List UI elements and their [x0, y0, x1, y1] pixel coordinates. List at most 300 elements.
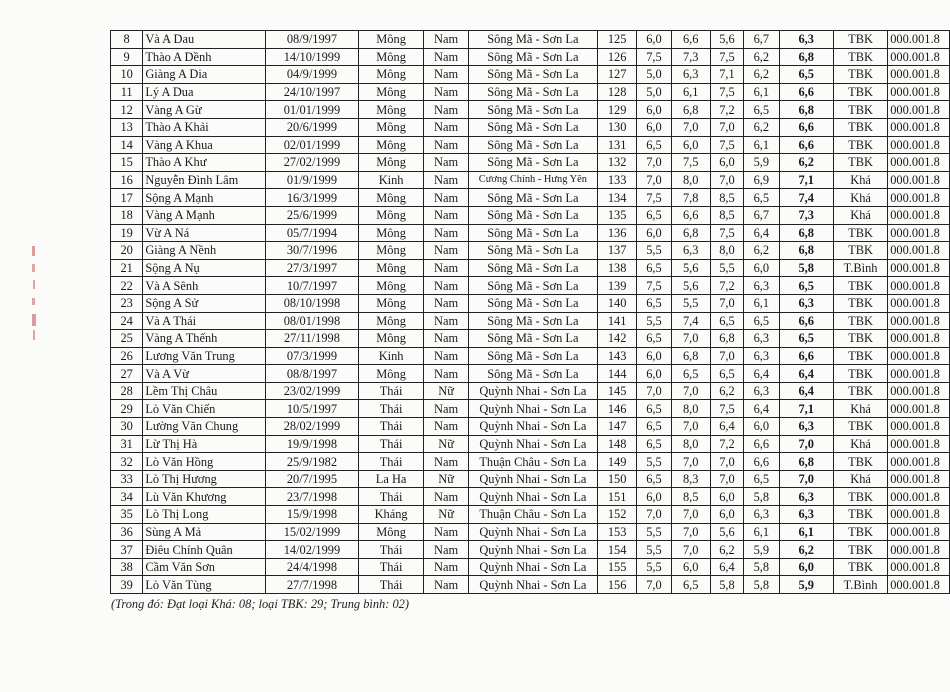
certificate-number-cell: 000.001.8	[888, 294, 950, 312]
hometown-cell: Quỳnh Nhai - Sơn La	[468, 400, 597, 418]
score-4-cell: 6,5	[744, 312, 779, 330]
table-row	[111, 259, 950, 277]
hometown-cell: Sông Mã - Sơn La	[468, 294, 597, 312]
ranking-cell: TBK	[833, 242, 887, 260]
table-row	[111, 576, 950, 594]
hometown-cell: Cương Chính - Hưng Yên	[468, 171, 597, 189]
average-score-cell: 6,8	[779, 453, 833, 471]
birth-date-cell: 15/9/1998	[266, 506, 359, 524]
table-row	[111, 101, 950, 119]
student-id-cell: 130	[598, 118, 637, 136]
student-name-cell: Lềm Thị Châu	[143, 382, 266, 400]
score-2-cell: 7,4	[671, 312, 710, 330]
row-number-cell: 29	[111, 400, 143, 418]
certificate-number-cell: 000.001.8	[888, 31, 950, 49]
student-id-cell: 131	[598, 136, 637, 154]
row-number-cell: 31	[111, 435, 143, 453]
score-3-cell: 7,0	[710, 118, 743, 136]
hometown-cell: Quỳnh Nhai - Sơn La	[468, 435, 597, 453]
student-id-cell: 126	[598, 48, 637, 66]
score-3-cell: 7,2	[710, 435, 743, 453]
student-id-cell: 152	[598, 506, 637, 524]
average-score-cell: 6,0	[779, 558, 833, 576]
ranking-cell: Khá	[833, 470, 887, 488]
student-id-cell: 136	[598, 224, 637, 242]
ranking-cell: TBK	[833, 382, 887, 400]
ethnicity-cell: Mông	[358, 31, 424, 49]
score-3-cell: 7,5	[710, 400, 743, 418]
row-number-cell: 39	[111, 576, 143, 594]
certificate-number-cell: 000.001.8	[888, 242, 950, 260]
score-1-cell: 6,5	[637, 136, 671, 154]
gender-cell: Nam	[424, 171, 468, 189]
hometown-cell: Quỳnh Nhai - Sơn La	[468, 418, 597, 436]
row-number-cell: 28	[111, 382, 143, 400]
table-row	[111, 224, 950, 242]
average-score-cell: 7,1	[779, 171, 833, 189]
gender-cell: Nam	[424, 48, 468, 66]
student-id-cell: 154	[598, 541, 637, 559]
row-number-cell: 14	[111, 136, 143, 154]
student-name-cell: Vàng A Thếnh	[143, 330, 266, 348]
score-4-cell: 6,7	[744, 31, 779, 49]
gender-cell: Nữ	[424, 435, 468, 453]
score-2-cell: 7,3	[671, 48, 710, 66]
row-number-cell: 21	[111, 259, 143, 277]
row-number-cell: 33	[111, 470, 143, 488]
row-number-cell: 35	[111, 506, 143, 524]
gender-cell: Nam	[424, 400, 468, 418]
row-number-cell: 34	[111, 488, 143, 506]
row-number-cell: 15	[111, 154, 143, 172]
gender-cell: Nam	[424, 576, 468, 594]
ranking-cell: TBK	[833, 347, 887, 365]
birth-date-cell: 02/01/1999	[266, 136, 359, 154]
student-name-cell: Lò Thị Long	[143, 506, 266, 524]
average-score-cell: 5,9	[779, 576, 833, 594]
average-score-cell: 6,3	[779, 418, 833, 436]
score-1-cell: 6,5	[637, 259, 671, 277]
student-id-cell: 129	[598, 101, 637, 119]
birth-date-cell: 05/7/1994	[266, 224, 359, 242]
gender-cell: Nữ	[424, 506, 468, 524]
row-number-cell: 13	[111, 118, 143, 136]
ethnicity-cell: Kháng	[358, 506, 424, 524]
table-row	[111, 347, 950, 365]
score-4-cell: 6,3	[744, 347, 779, 365]
score-2-cell: 7,0	[671, 382, 710, 400]
certificate-number-cell: 000.001.8	[888, 224, 950, 242]
average-score-cell: 6,5	[779, 330, 833, 348]
ethnicity-cell: Mông	[358, 259, 424, 277]
score-1-cell: 7,5	[637, 277, 671, 295]
hometown-cell: Sông Mã - Sơn La	[468, 242, 597, 260]
student-id-cell: 125	[598, 31, 637, 49]
table-row	[111, 154, 950, 172]
score-2-cell: 8,0	[671, 400, 710, 418]
score-4-cell: 6,0	[744, 259, 779, 277]
score-2-cell: 6,8	[671, 101, 710, 119]
average-score-cell: 7,0	[779, 435, 833, 453]
table-row	[111, 312, 950, 330]
ethnicity-cell: Mông	[358, 154, 424, 172]
gender-cell: Nam	[424, 31, 468, 49]
row-number-cell: 30	[111, 418, 143, 436]
average-score-cell: 6,4	[779, 365, 833, 383]
table-row	[111, 136, 950, 154]
score-4-cell: 5,8	[744, 558, 779, 576]
average-score-cell: 6,6	[779, 312, 833, 330]
row-number-cell: 36	[111, 523, 143, 541]
score-2-cell: 6,5	[671, 365, 710, 383]
certificate-number-cell: 000.001.8	[888, 189, 950, 207]
ethnicity-cell: Mông	[358, 101, 424, 119]
gender-cell: Nữ	[424, 470, 468, 488]
score-2-cell: 7,0	[671, 523, 710, 541]
student-id-cell: 151	[598, 488, 637, 506]
table-row	[111, 171, 950, 189]
student-name-cell: Sộng A Nụ	[143, 259, 266, 277]
hometown-cell: Sông Mã - Sơn La	[468, 118, 597, 136]
birth-date-cell: 10/5/1997	[266, 400, 359, 418]
ranking-cell: TBK	[833, 136, 887, 154]
table-row	[111, 523, 950, 541]
average-score-cell: 6,5	[779, 277, 833, 295]
score-3-cell: 6,0	[710, 506, 743, 524]
birth-date-cell: 08/9/1997	[266, 31, 359, 49]
score-3-cell: 7,5	[710, 224, 743, 242]
student-name-cell: Lò Thị Hương	[143, 470, 266, 488]
average-score-cell: 7,0	[779, 470, 833, 488]
ethnicity-cell: Mông	[358, 330, 424, 348]
score-1-cell: 6,5	[637, 330, 671, 348]
certificate-number-cell: 000.001.8	[888, 118, 950, 136]
gender-cell: Nam	[424, 66, 468, 84]
score-1-cell: 7,0	[637, 171, 671, 189]
ranking-cell: TBK	[833, 118, 887, 136]
certificate-number-cell: 000.001.8	[888, 435, 950, 453]
score-3-cell: 7,0	[710, 453, 743, 471]
student-name-cell: Lò Văn Tùng	[143, 576, 266, 594]
certificate-number-cell: 000.001.8	[888, 418, 950, 436]
hometown-cell: Sông Mã - Sơn La	[468, 347, 597, 365]
ethnicity-cell: Mông	[358, 523, 424, 541]
ethnicity-cell: Mông	[358, 83, 424, 101]
average-score-cell: 7,1	[779, 400, 833, 418]
score-3-cell: 8,0	[710, 242, 743, 260]
score-1-cell: 5,0	[637, 83, 671, 101]
row-number-cell: 8	[111, 31, 143, 49]
gender-cell: Nam	[424, 523, 468, 541]
hometown-cell: Sông Mã - Sơn La	[468, 83, 597, 101]
student-name-cell: Lù Văn Khương	[143, 488, 266, 506]
hometown-cell: Quỳnh Nhai - Sơn La	[468, 470, 597, 488]
student-name-cell: Sộng A Sử	[143, 294, 266, 312]
score-2-cell: 7,0	[671, 506, 710, 524]
score-3-cell: 5,6	[710, 523, 743, 541]
row-number-cell: 12	[111, 101, 143, 119]
table-row	[111, 83, 950, 101]
score-1-cell: 6,5	[637, 435, 671, 453]
student-id-cell: 155	[598, 558, 637, 576]
student-name-cell: Lò Văn Chiến	[143, 400, 266, 418]
birth-date-cell: 25/9/1982	[266, 453, 359, 471]
row-number-cell: 16	[111, 171, 143, 189]
ranking-cell: TBK	[833, 48, 887, 66]
score-4-cell: 6,2	[744, 66, 779, 84]
certificate-number-cell: 000.001.8	[888, 312, 950, 330]
score-2-cell: 6,6	[671, 31, 710, 49]
certificate-number-cell: 000.001.8	[888, 400, 950, 418]
grade-table-sheet	[110, 30, 950, 594]
score-2-cell: 7,0	[671, 453, 710, 471]
hometown-cell: Sông Mã - Sơn La	[468, 206, 597, 224]
table-row	[111, 330, 950, 348]
student-id-cell: 146	[598, 400, 637, 418]
table-row	[111, 118, 950, 136]
score-3-cell: 6,0	[710, 154, 743, 172]
score-4-cell: 6,9	[744, 171, 779, 189]
table-row	[111, 541, 950, 559]
student-id-cell: 150	[598, 470, 637, 488]
student-id-cell: 142	[598, 330, 637, 348]
ethnicity-cell: Kinh	[358, 171, 424, 189]
score-3-cell: 7,0	[710, 347, 743, 365]
student-id-cell: 147	[598, 418, 637, 436]
score-1-cell: 7,0	[637, 506, 671, 524]
student-id-cell: 144	[598, 365, 637, 383]
table-row	[111, 488, 950, 506]
ethnicity-cell: Thái	[358, 435, 424, 453]
certificate-number-cell: 000.001.8	[888, 101, 950, 119]
birth-date-cell: 15/02/1999	[266, 523, 359, 541]
ethnicity-cell: Thái	[358, 558, 424, 576]
score-2-cell: 7,0	[671, 418, 710, 436]
score-1-cell: 5,5	[637, 558, 671, 576]
gender-cell: Nam	[424, 206, 468, 224]
ethnicity-cell: Mông	[358, 189, 424, 207]
average-score-cell: 7,3	[779, 206, 833, 224]
certificate-number-cell: 000.001.8	[888, 154, 950, 172]
score-4-cell: 5,9	[744, 541, 779, 559]
score-2-cell: 7,0	[671, 118, 710, 136]
ranking-cell: TBK	[833, 66, 887, 84]
hometown-cell: Quỳnh Nhai - Sơn La	[468, 523, 597, 541]
certificate-number-cell: 000.001.8	[888, 330, 950, 348]
average-score-cell: 6,2	[779, 541, 833, 559]
score-4-cell: 6,5	[744, 101, 779, 119]
score-2-cell: 7,0	[671, 330, 710, 348]
birth-date-cell: 08/8/1997	[266, 365, 359, 383]
score-1-cell: 5,5	[637, 453, 671, 471]
score-4-cell: 6,4	[744, 365, 779, 383]
student-id-cell: 139	[598, 277, 637, 295]
gender-cell: Nam	[424, 224, 468, 242]
score-1-cell: 6,5	[637, 470, 671, 488]
average-score-cell: 6,8	[779, 242, 833, 260]
certificate-number-cell: 000.001.8	[888, 488, 950, 506]
birth-date-cell: 10/7/1997	[266, 277, 359, 295]
row-number-cell: 19	[111, 224, 143, 242]
score-3-cell: 7,5	[710, 83, 743, 101]
row-number-cell: 23	[111, 294, 143, 312]
score-2-cell: 8,3	[671, 470, 710, 488]
ranking-cell: TBK	[833, 365, 887, 383]
ethnicity-cell: Mông	[358, 48, 424, 66]
hometown-cell: Sông Mã - Sơn La	[468, 224, 597, 242]
birth-date-cell: 14/02/1999	[266, 541, 359, 559]
birth-date-cell: 14/10/1999	[266, 48, 359, 66]
score-3-cell: 7,5	[710, 136, 743, 154]
certificate-number-cell: 000.001.8	[888, 83, 950, 101]
ethnicity-cell: Mông	[358, 294, 424, 312]
gender-cell: Nam	[424, 294, 468, 312]
score-3-cell: 6,5	[710, 365, 743, 383]
ranking-cell: TBK	[833, 101, 887, 119]
score-3-cell: 7,0	[710, 294, 743, 312]
student-name-cell: Vàng A Mạnh	[143, 206, 266, 224]
grade-table	[110, 30, 950, 594]
student-name-cell: Vàng A Khua	[143, 136, 266, 154]
score-4-cell: 6,2	[744, 48, 779, 66]
row-number-cell: 38	[111, 558, 143, 576]
gender-cell: Nam	[424, 118, 468, 136]
score-4-cell: 6,5	[744, 470, 779, 488]
ranking-cell: Khá	[833, 189, 887, 207]
gender-cell: Nam	[424, 136, 468, 154]
student-name-cell: Cầm Văn Sơn	[143, 558, 266, 576]
table-row	[111, 48, 950, 66]
score-2-cell: 5,6	[671, 259, 710, 277]
hometown-cell: Sông Mã - Sơn La	[468, 277, 597, 295]
score-1-cell: 7,0	[637, 576, 671, 594]
score-2-cell: 8,0	[671, 435, 710, 453]
table-row	[111, 470, 950, 488]
gender-cell: Nam	[424, 347, 468, 365]
table-row	[111, 277, 950, 295]
gender-cell: Nam	[424, 259, 468, 277]
ranking-cell: TBK	[833, 418, 887, 436]
ethnicity-cell: Mông	[358, 365, 424, 383]
score-3-cell: 5,5	[710, 259, 743, 277]
score-2-cell: 6,6	[671, 206, 710, 224]
gender-cell: Nam	[424, 277, 468, 295]
score-3-cell: 7,1	[710, 66, 743, 84]
student-name-cell: Và A Vừ	[143, 365, 266, 383]
student-id-cell: 141	[598, 312, 637, 330]
birth-date-cell: 24/10/1997	[266, 83, 359, 101]
average-score-cell: 6,2	[779, 154, 833, 172]
score-2-cell: 7,5	[671, 154, 710, 172]
certificate-number-cell: 000.001.8	[888, 347, 950, 365]
ethnicity-cell: Mông	[358, 242, 424, 260]
hometown-cell: Quỳnh Nhai - Sơn La	[468, 541, 597, 559]
hometown-cell: Sông Mã - Sơn La	[468, 154, 597, 172]
score-3-cell: 6,2	[710, 382, 743, 400]
score-4-cell: 6,1	[744, 523, 779, 541]
ranking-cell: TBK	[833, 330, 887, 348]
score-2-cell: 6,0	[671, 558, 710, 576]
score-3-cell: 7,5	[710, 48, 743, 66]
ethnicity-cell: Thái	[358, 453, 424, 471]
hometown-cell: Sông Mã - Sơn La	[468, 136, 597, 154]
average-score-cell: 6,8	[779, 224, 833, 242]
score-3-cell: 6,8	[710, 330, 743, 348]
score-3-cell: 8,5	[710, 206, 743, 224]
row-number-cell: 27	[111, 365, 143, 383]
score-3-cell: 6,4	[710, 558, 743, 576]
score-1-cell: 6,0	[637, 488, 671, 506]
ranking-cell: T.Bình	[833, 576, 887, 594]
score-4-cell: 6,6	[744, 453, 779, 471]
hometown-cell: Sông Mã - Sơn La	[468, 259, 597, 277]
ranking-cell: T.Bình	[833, 259, 887, 277]
student-name-cell: Và A Dau	[143, 31, 266, 49]
score-3-cell: 6,0	[710, 488, 743, 506]
score-1-cell: 6,5	[637, 400, 671, 418]
student-name-cell: Thào A Khư	[143, 154, 266, 172]
score-4-cell: 6,2	[744, 242, 779, 260]
score-4-cell: 6,3	[744, 506, 779, 524]
student-id-cell: 127	[598, 66, 637, 84]
gender-cell: Nam	[424, 83, 468, 101]
certificate-number-cell: 000.001.8	[888, 382, 950, 400]
gender-cell: Nam	[424, 312, 468, 330]
average-score-cell: 7,4	[779, 189, 833, 207]
average-score-cell: 6,6	[779, 136, 833, 154]
birth-date-cell: 23/02/1999	[266, 382, 359, 400]
ranking-cell: TBK	[833, 83, 887, 101]
score-2-cell: 6,3	[671, 242, 710, 260]
score-4-cell: 6,3	[744, 277, 779, 295]
ethnicity-cell: Thái	[358, 576, 424, 594]
score-4-cell: 6,4	[744, 400, 779, 418]
gender-cell: Nam	[424, 242, 468, 260]
score-1-cell: 7,0	[637, 382, 671, 400]
student-name-cell: Điêu Chính Quân	[143, 541, 266, 559]
birth-date-cell: 27/7/1998	[266, 576, 359, 594]
score-3-cell: 8,5	[710, 189, 743, 207]
ranking-cell: TBK	[833, 558, 887, 576]
certificate-number-cell: 000.001.8	[888, 523, 950, 541]
score-4-cell: 6,1	[744, 83, 779, 101]
certificate-number-cell: 000.001.8	[888, 506, 950, 524]
student-id-cell: 135	[598, 206, 637, 224]
score-1-cell: 6,0	[637, 101, 671, 119]
ranking-cell: TBK	[833, 294, 887, 312]
score-3-cell: 6,4	[710, 418, 743, 436]
score-4-cell: 6,7	[744, 206, 779, 224]
birth-date-cell: 08/10/1998	[266, 294, 359, 312]
scan-margin-mark	[30, 246, 38, 342]
row-number-cell: 10	[111, 66, 143, 84]
score-4-cell: 5,8	[744, 488, 779, 506]
birth-date-cell: 08/01/1998	[266, 312, 359, 330]
birth-date-cell: 16/3/1999	[266, 189, 359, 207]
birth-date-cell: 01/9/1999	[266, 171, 359, 189]
score-3-cell: 7,0	[710, 470, 743, 488]
certificate-number-cell: 000.001.8	[888, 470, 950, 488]
student-id-cell: 128	[598, 83, 637, 101]
ranking-cell: TBK	[833, 277, 887, 295]
score-1-cell: 7,5	[637, 48, 671, 66]
score-4-cell: 6,0	[744, 418, 779, 436]
ranking-cell: Khá	[833, 171, 887, 189]
student-id-cell: 138	[598, 259, 637, 277]
table-row	[111, 558, 950, 576]
row-number-cell: 18	[111, 206, 143, 224]
birth-date-cell: 01/01/1999	[266, 101, 359, 119]
